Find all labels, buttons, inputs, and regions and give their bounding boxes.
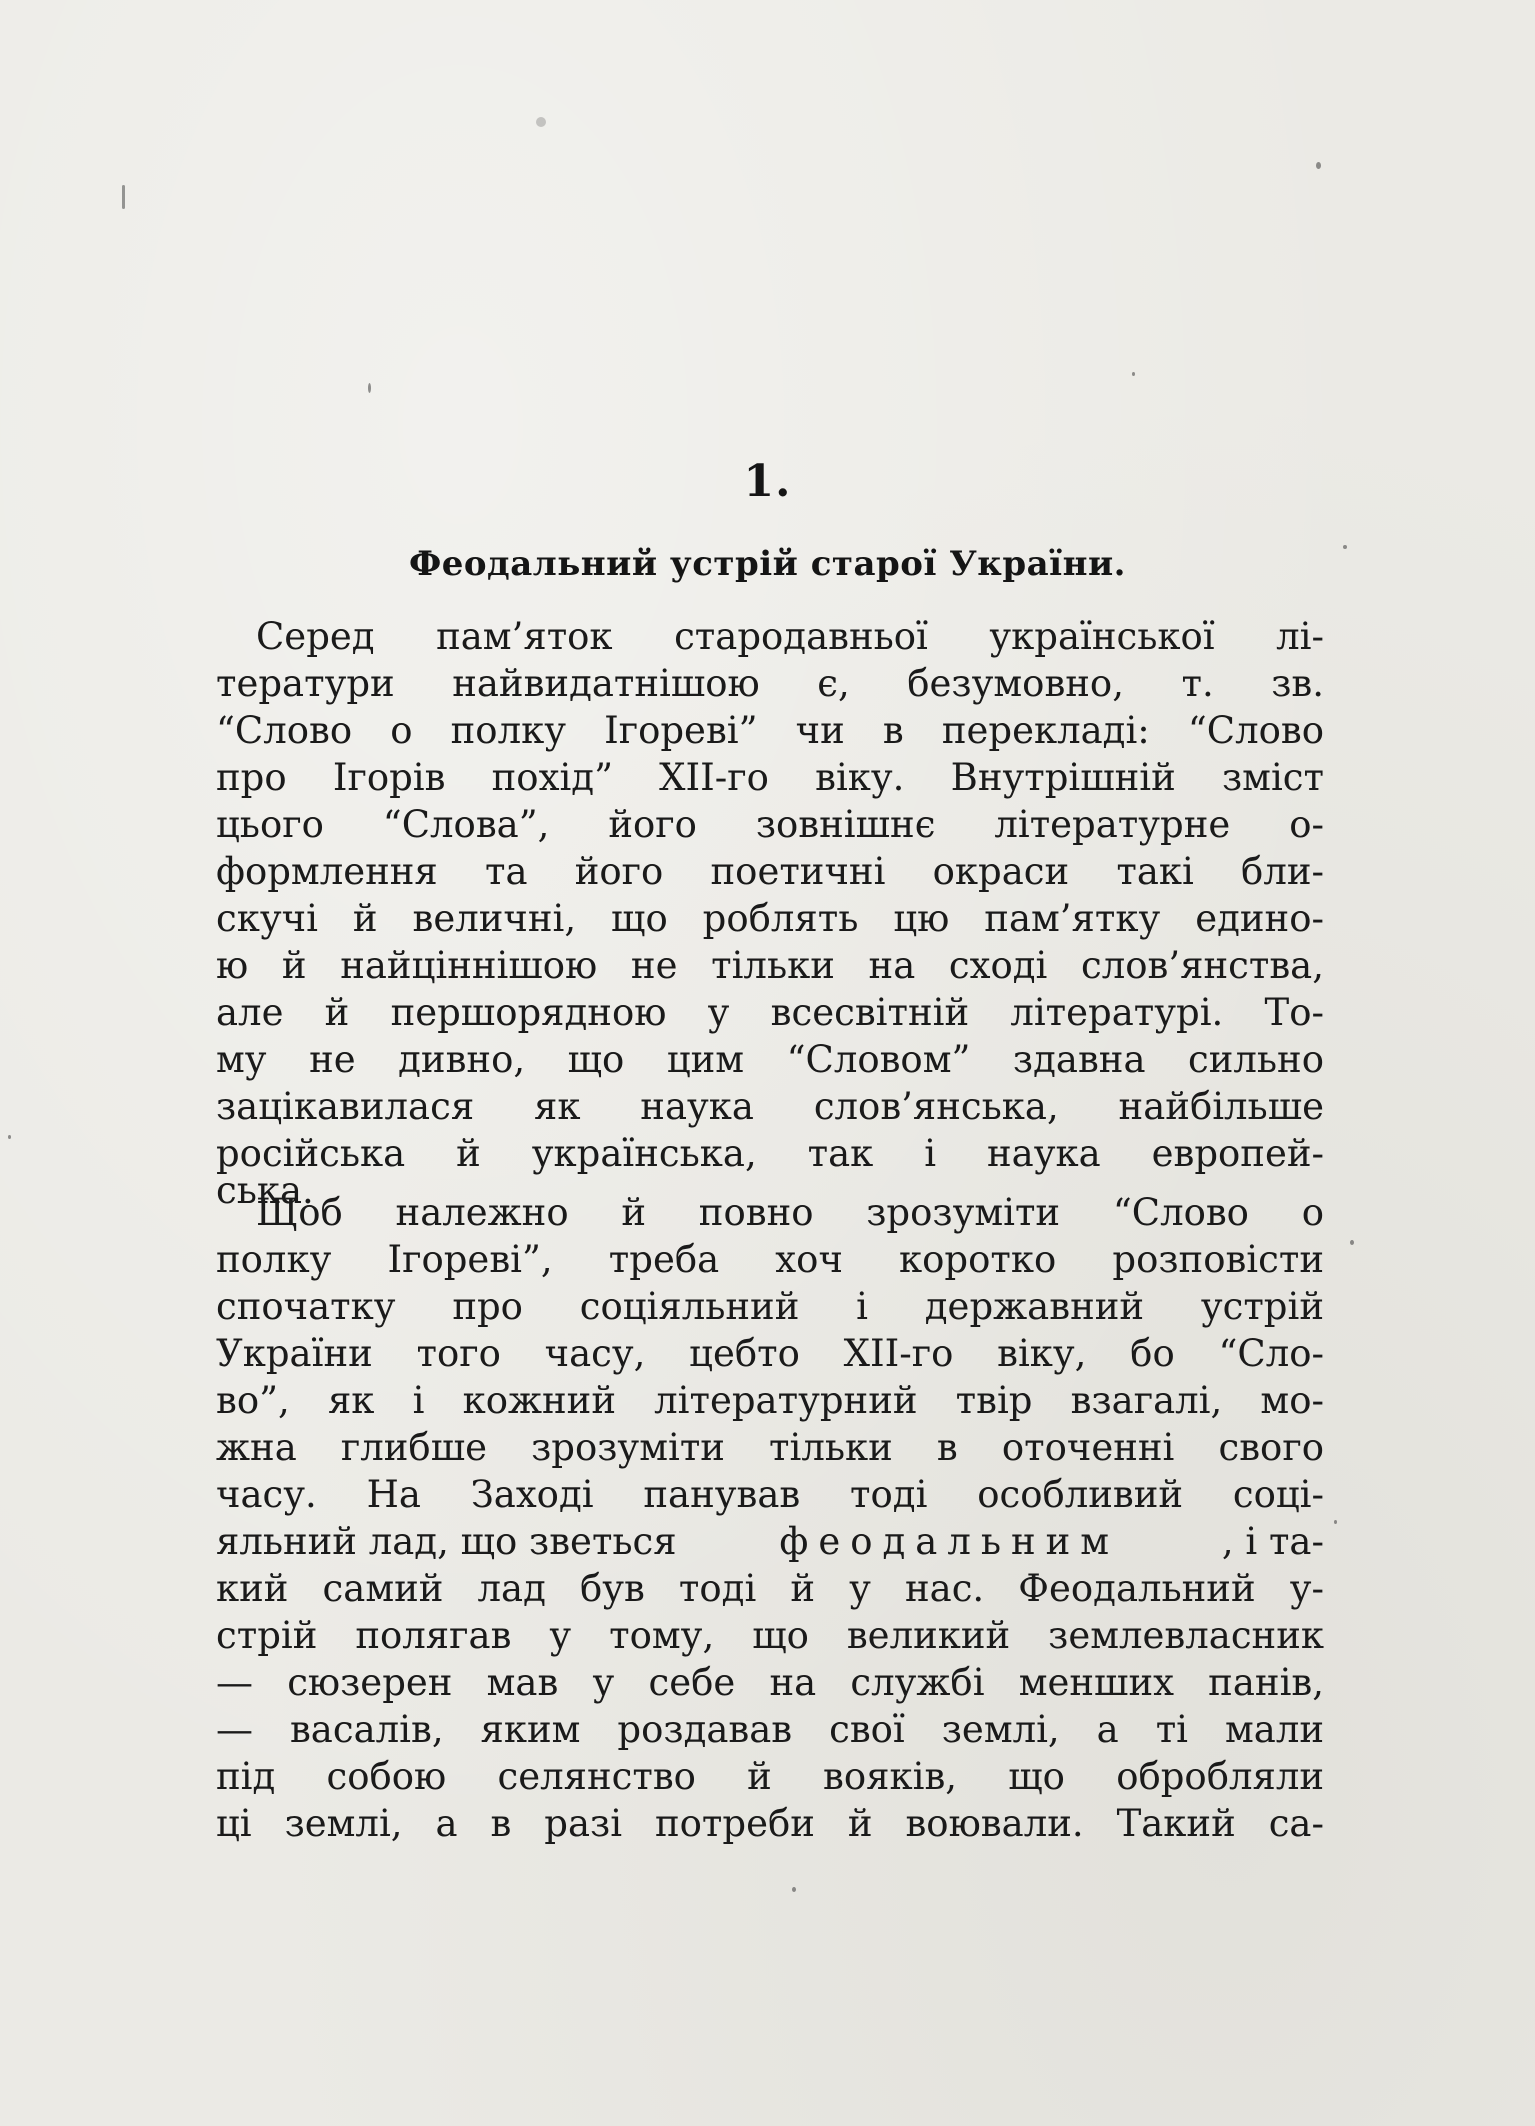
text-line: російська й українська, так і наука европей- [216, 1132, 1324, 1175]
text-line: зацікавилася як наука слов’янська, найбільше [216, 1085, 1324, 1128]
text-line: але й першорядною у всесвітній літературі. То- [216, 991, 1324, 1034]
paper-speck [122, 185, 125, 209]
text-line: полку Ігореві”, треба хоч коротко розповісти [216, 1238, 1324, 1281]
text-line: ська. [216, 1169, 314, 1212]
chapter-title: Феодальний устрій старої України. [408, 544, 1127, 584]
text-line: “Слово о полку Ігореві” чи в перекладі: “Слово [216, 709, 1324, 752]
text-line: кий самий лад був тоді й у нас. Феодальний у- [216, 1567, 1324, 1610]
text-line: цього “Слова”, його зовнішнє літературне о- [216, 803, 1324, 846]
text-line: спочатку про соціяльний і державний устрій [216, 1285, 1324, 1328]
text-line: во”, як і кожний літературний твір взагалі, мо- [216, 1379, 1324, 1422]
paper-speck [1350, 1240, 1354, 1245]
paper-speck [1132, 372, 1135, 376]
text-line: скучі й величні, що роблять цю пам’ятку едино- [216, 897, 1324, 940]
text-line: формлення та його поетичні окраси такі бли- [216, 850, 1324, 893]
chapter-number: 1. [743, 456, 792, 507]
text-segment: яльний лад, що зветься [216, 1520, 677, 1563]
text-line: му не дивно, що цим “Словом” здавна сильно [216, 1038, 1324, 1081]
paper-speck [368, 383, 371, 393]
text-line: — васалів, яким роздавав свої землі, а ті мали [216, 1708, 1324, 1751]
text-line: тератури найвидатнішою є, безумовно, т. зв. [216, 662, 1324, 705]
paper-speck [1316, 162, 1321, 169]
text-line: під собою селянство й вояків, що обробляли [216, 1755, 1324, 1798]
emphasized-term: феодальним [779, 1520, 1120, 1563]
text-line: ці землі, а в разі потреби й воювали. Такий са- [216, 1802, 1324, 1845]
text-line: Щоб належно й повно зрозуміти “Слово о [256, 1191, 1324, 1234]
paper-speck [792, 1887, 796, 1892]
text-line: ю й найціннішою не тільки на сході слов’янства, [216, 944, 1324, 987]
paper-speck [536, 117, 546, 127]
text-line: про Ігорів похід” XII-го віку. Внутрішній зміст [216, 756, 1324, 799]
text-line: — сюзерен мав у себе на службі менших панів, [216, 1661, 1324, 1704]
text-line: жна глибше зрозуміти тільки в оточенні свого [216, 1426, 1324, 1469]
paper-speck [8, 1135, 11, 1139]
text-line: України того часу, цебто XII-го віку, бо “Сло- [216, 1332, 1324, 1375]
text-line: часу. На Заході панував тоді особливий соці- [216, 1473, 1324, 1516]
text-line-mixed [216, 1519, 1324, 1565]
text-line: стрій полягав у тому, що великий землевласник [216, 1614, 1324, 1657]
text-line: Серед пам’яток стародавньої української лі- [256, 615, 1324, 658]
paper-speck [1334, 1520, 1337, 1524]
text-segment: , і та- [1221, 1520, 1324, 1563]
